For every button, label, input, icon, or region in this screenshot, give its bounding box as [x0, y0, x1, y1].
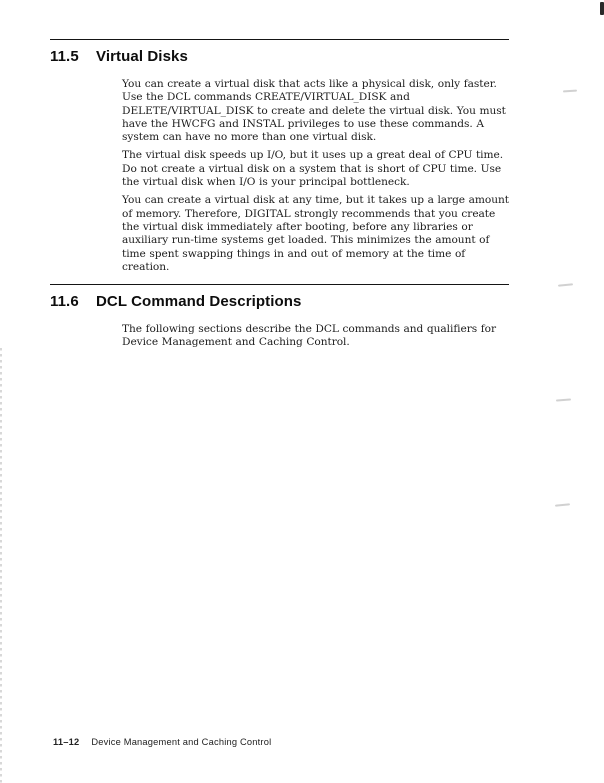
scan-edge-dash	[555, 503, 570, 507]
running-title: Device Management and Caching Control	[91, 737, 272, 747]
section-dcl-command-descriptions	[0, 284, 604, 350]
section-title: Virtual Disks	[96, 48, 188, 65]
section-rule	[50, 284, 509, 285]
section-heading	[50, 48, 604, 66]
section-title: DCL Command Descriptions	[96, 293, 302, 311]
paragraph: You can create a virtual disk that acts like a physical disk, only faster. Use the DCL commands CREATE/VIRTUAL_DISK and DELETE/VIRTUAL_DISK to create and delete the virtual disk. You must have the HWCFG and INSTAL privileges to use these commands. A system can have no more than one virtual disk.	[122, 78, 506, 144]
scan-edge-dash	[556, 398, 571, 401]
section-rule	[50, 39, 509, 40]
section-number: 11.5	[50, 48, 79, 65]
paragraph: The virtual disk speeds up I/O, but it uses up a great deal of CPU time. Do not create a virtual disk on a system that is short of CPU time. Use the virtual disk when I/O is your principal bottleneck.	[122, 149, 504, 189]
paragraph: You can create a virtual disk at any time, but it takes up a large amount of memory. Therefore, DIGITAL strongly recommends that you create the virtual disk immediately after booting, before any libraries or auxiliary run-time systems get loaded. This minimizes the amount of time spent swapping things in and out of memory at the time of creation.	[122, 194, 509, 273]
section-body	[122, 323, 514, 350]
page-number: 11–12	[53, 737, 80, 747]
paragraph: The following sections describe the DCL commands and qualifiers for Device Management and Caching Control.	[122, 323, 496, 349]
page-footer	[53, 737, 271, 748]
section-body	[122, 78, 514, 274]
section-heading	[50, 293, 604, 311]
scan-corner-mark	[600, 2, 604, 15]
scan-left-edge-artifact	[0, 348, 2, 783]
section-number: 11.6	[50, 293, 79, 311]
section-virtual-disks	[0, 39, 604, 274]
